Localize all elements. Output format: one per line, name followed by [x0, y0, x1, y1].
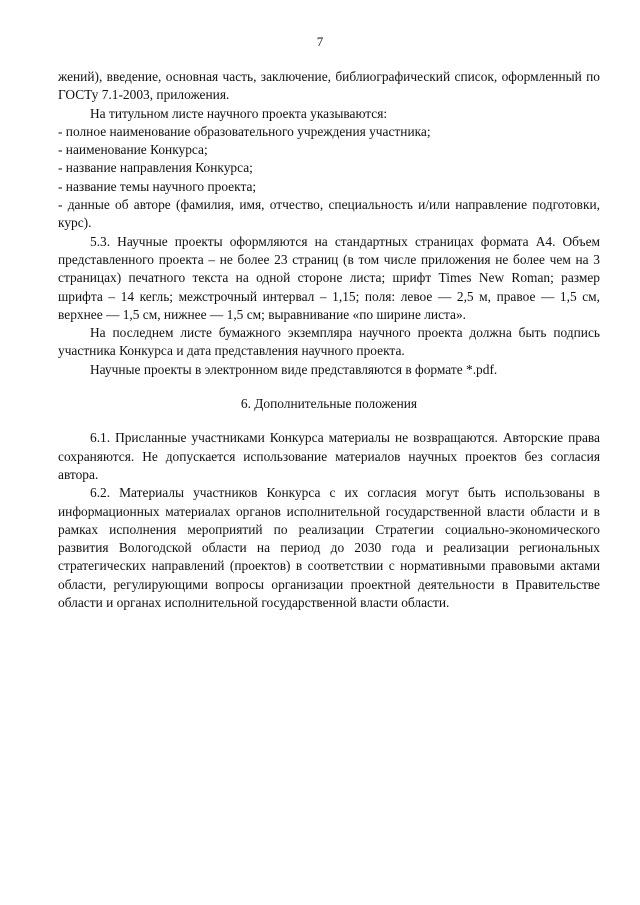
paragraph-6-2: 6.2. Материалы участников Конкурса с их согласия могут быть использованы в информационных материалах органов исполнительной государственной власти области и в рамках исполнения мероприятий по реализации Стратегии социально-экономического развития Вологодской области на период до 2030 года и реализации региональных стратегических направлений (проектов) в соответствии с нормативными правовыми актами области, регулирующими вопросы организации проектной деятельности в Правительстве области и органах исполнительной государственной власти области.: [58, 485, 600, 611]
page-number: 7: [316, 34, 324, 49]
title-page-requirements-list: [58, 123, 600, 233]
paragraph-electronic-format: Научные проекты в электронном виде представляются в формате *.pdf.: [90, 361, 498, 377]
paragraph-5-3: 5.3. Научные проекты оформляются на стандартных страницах формата А4. Объем представленного проекта – не более 23 страниц (в том числе приложения не более чем на 3 страницах) печатного текста на одной стороне листа; шрифт Times New Roman; размер шрифта – 14 кегль; межстрочный интервал – 1,15; поля: левое — 2,5 м, правое — 1,5 см, верхнее — 1,5 см, нижнее — 1,5 см; выравнивание «по ширине листа».: [58, 233, 600, 322]
paragraph-continuation: жений), введение, основная часть, заключение, библиографический список, оформленный по ГОСТу 7.1-2003, приложения.: [58, 69, 600, 103]
paragraph-6-1: 6.1. Присланные участниками Конкурса материалы не возвращаются. Авторские права сохраняются. Не допускается использование материалов научных проектов без согласия автора.: [58, 430, 600, 482]
list-item: - полное наименование образовательного учреждения участника;: [58, 123, 431, 139]
list-item: - данные об авторе (фамилия, имя, отчество, специальность и/или направление подготовки, курс).: [58, 197, 600, 231]
list-item: - название темы научного проекта;: [58, 178, 257, 194]
list-item: - название направления Конкурса;: [58, 160, 253, 176]
paragraph-title-page-intro: На титульном листе научного проекта указываются:: [90, 105, 388, 121]
section-heading: 6. Дополнительные положения: [240, 396, 418, 412]
paragraph-last-sheet: На последнем листе бумажного экземпляра научного проекта должна быть подпись участника Конкурса и дата представления научного проекта.: [58, 325, 600, 359]
document-body: [58, 68, 600, 612]
list-item: - наименование Конкурса;: [58, 142, 208, 158]
